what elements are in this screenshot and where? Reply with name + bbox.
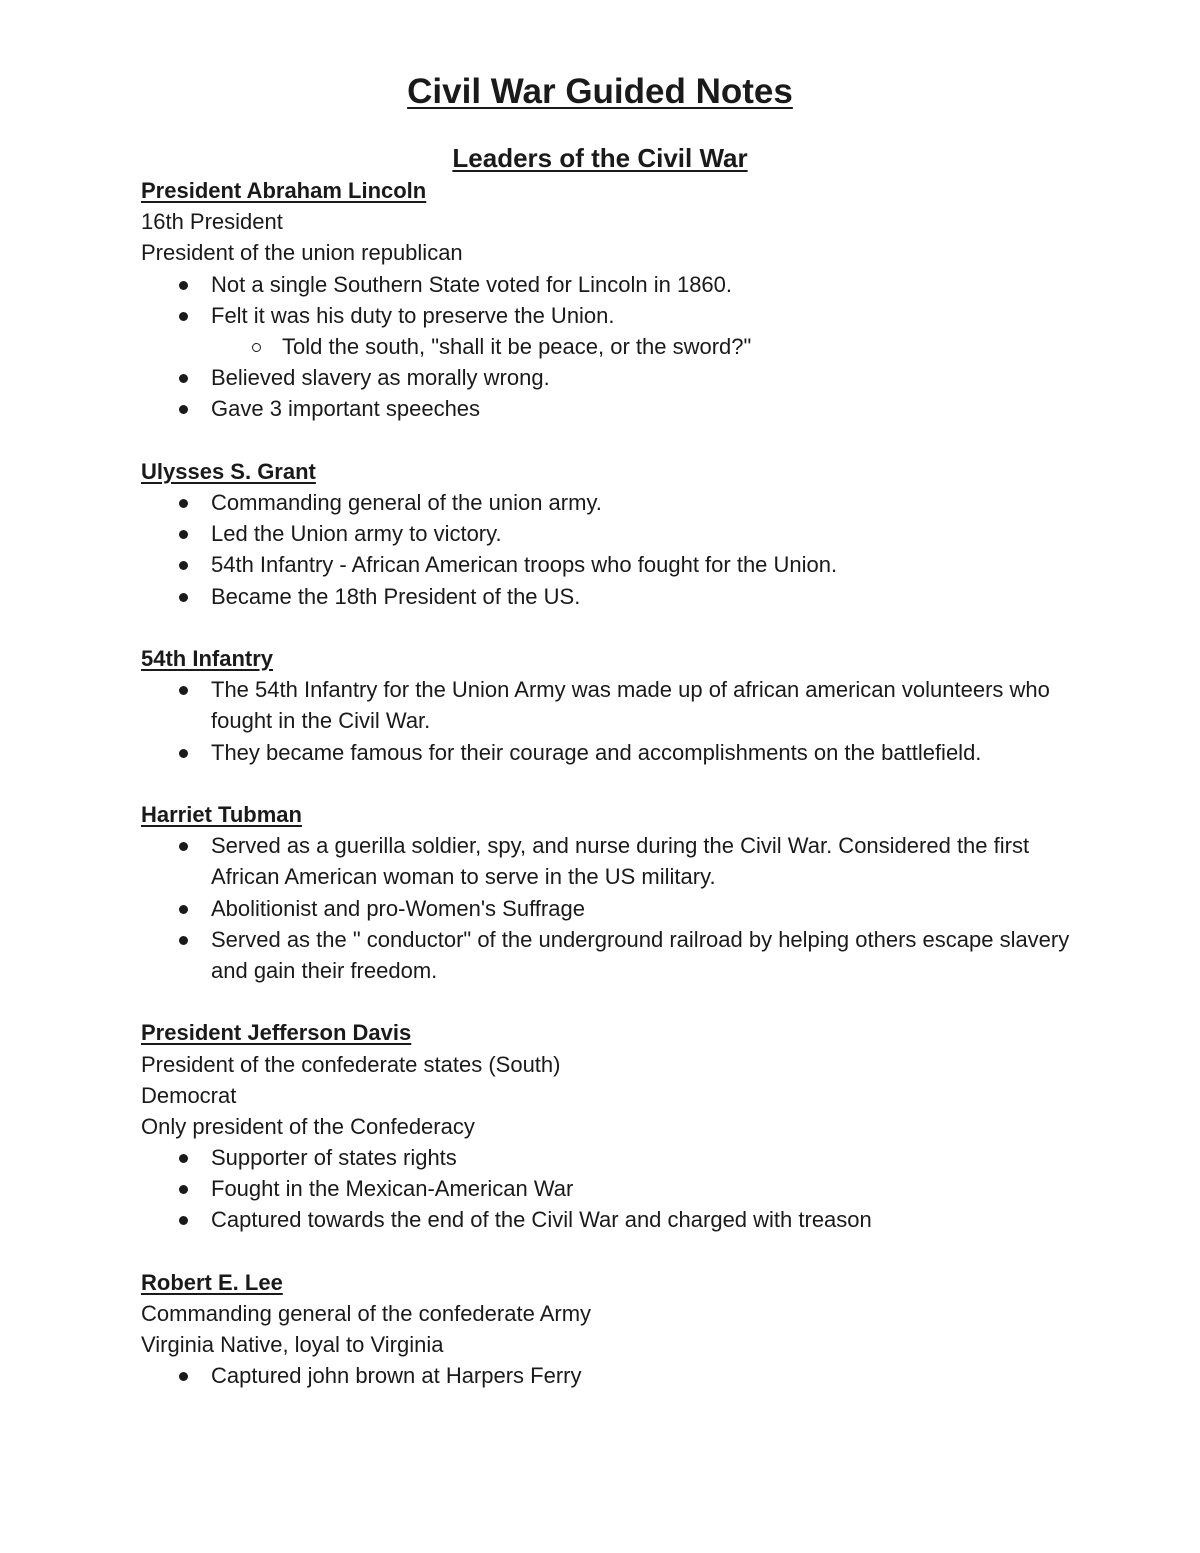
- list-item-text: Fought in the Mexican-American War: [211, 1176, 574, 1202]
- list-item-text: Led the Union army to victory.: [211, 521, 502, 547]
- bullet-icon: [179, 749, 188, 758]
- list-item: [141, 362, 1081, 393]
- section-line: President of the union republican: [141, 240, 463, 266]
- section-heading: President Abraham Lincoln: [141, 178, 427, 203]
- list-item-text: 54th Infantry - African American troops who fought for the Union.: [211, 552, 838, 578]
- hollow-bullet-icon: [252, 343, 261, 352]
- section-heading: Harriet Tubman: [141, 801, 302, 827]
- list-item-text: Served as the " conductor" of the underground railroad by helping others escape slavery and gain their freedom.: [211, 926, 1070, 983]
- list-item-text: Not a single Southern State voted for Lincoln in 1860.: [211, 271, 733, 297]
- section-davis: [141, 1017, 1081, 1235]
- page-subtitle: Leaders of the Civil War: [452, 143, 748, 173]
- spacer: [141, 986, 1081, 1017]
- spacer: [141, 425, 1081, 456]
- list-item: [141, 674, 1081, 736]
- bullet-icon: [179, 842, 188, 851]
- bullet-icon: [179, 530, 188, 539]
- list-item: [141, 518, 1081, 549]
- bullet-icon: [179, 593, 188, 602]
- list-item-text: Captured towards the end of the Civil War and charged with treason: [211, 1207, 872, 1233]
- list-item: [141, 300, 1081, 331]
- list-item: [141, 581, 1081, 612]
- section-lee: [141, 1267, 1081, 1392]
- section-heading: President Jefferson Davis: [141, 1020, 412, 1046]
- list-item: [141, 737, 1081, 768]
- section-lincoln: [141, 175, 1081, 425]
- list-item-text: Supporter of states rights: [211, 1145, 457, 1171]
- bullet-icon: [179, 1185, 188, 1194]
- list-item-text: Abolitionist and pro-Women's Suffrage: [211, 895, 585, 921]
- notes-body: [141, 175, 1081, 1392]
- section-heading: Robert E. Lee: [141, 1269, 283, 1295]
- bullet-icon: [179, 936, 188, 945]
- bullet-icon: [179, 561, 188, 570]
- list-item: [141, 1204, 1081, 1235]
- spacer: [141, 768, 1081, 799]
- page-title: Civil War Guided Notes: [407, 72, 793, 111]
- list-item-text: Told the south, "shall it be peace, or the sword?": [282, 333, 752, 359]
- list-item-text: Served as a guerilla soldier, spy, and nurse during the Civil War. Considered the first African American woman to serve in the US military.: [211, 833, 1030, 890]
- section-line: Commanding general of the confederate Army: [141, 1301, 592, 1327]
- section-tubman: [141, 799, 1081, 986]
- list-item-text: Believed slavery as morally wrong.: [211, 365, 550, 391]
- list-item-text: Became the 18th President of the US.: [211, 583, 581, 609]
- bullet-icon: [179, 405, 188, 414]
- section-54th-infantry: [141, 643, 1081, 768]
- bullet-icon: [179, 281, 188, 290]
- list-item: [141, 830, 1081, 892]
- list-item: [141, 269, 1081, 300]
- bullet-icon: [179, 1154, 188, 1163]
- section-line: Virginia Native, loyal to Virginia: [141, 1332, 444, 1358]
- list-item: [141, 893, 1081, 924]
- list-item-text: They became famous for their courage and accomplishments on the battlefield.: [211, 739, 982, 765]
- section-grant: [141, 456, 1081, 612]
- bullet-icon: [179, 905, 188, 914]
- bullet-icon: [179, 499, 188, 508]
- list-item: [141, 549, 1081, 580]
- bullet-icon: [179, 374, 188, 383]
- bullet-icon: [179, 1216, 188, 1225]
- list-item: [141, 1360, 1081, 1391]
- list-item: [141, 1142, 1081, 1173]
- bullet-icon: [179, 686, 188, 695]
- list-item-text: The 54th Infantry for the Union Army was made up of african american volunteers who fought in the Civil War.: [211, 677, 1050, 734]
- list-item-text: Felt it was his duty to preserve the Union.: [211, 302, 615, 328]
- list-item-text: Commanding general of the union army.: [211, 489, 602, 515]
- section-line: Democrat: [141, 1082, 237, 1108]
- list-item: [141, 924, 1081, 986]
- list-item-text: Gave 3 important speeches: [211, 396, 481, 422]
- section-heading: 54th Infantry: [141, 645, 274, 671]
- bullet-icon: [179, 312, 188, 321]
- section-line: President of the confederate states (South): [141, 1051, 561, 1077]
- list-item: [141, 393, 1081, 424]
- list-item: [141, 487, 1081, 518]
- section-heading: Ulysses S. Grant: [141, 458, 316, 484]
- section-line: 16th President: [141, 209, 283, 235]
- spacer: [141, 612, 1081, 643]
- sub-list-item: [141, 331, 1081, 362]
- list-item-text: Captured john brown at Harpers Ferry: [211, 1363, 582, 1389]
- section-line: Only president of the Confederacy: [141, 1113, 475, 1139]
- spacer: [141, 1236, 1081, 1267]
- bullet-icon: [179, 1372, 188, 1381]
- list-item: [141, 1173, 1081, 1204]
